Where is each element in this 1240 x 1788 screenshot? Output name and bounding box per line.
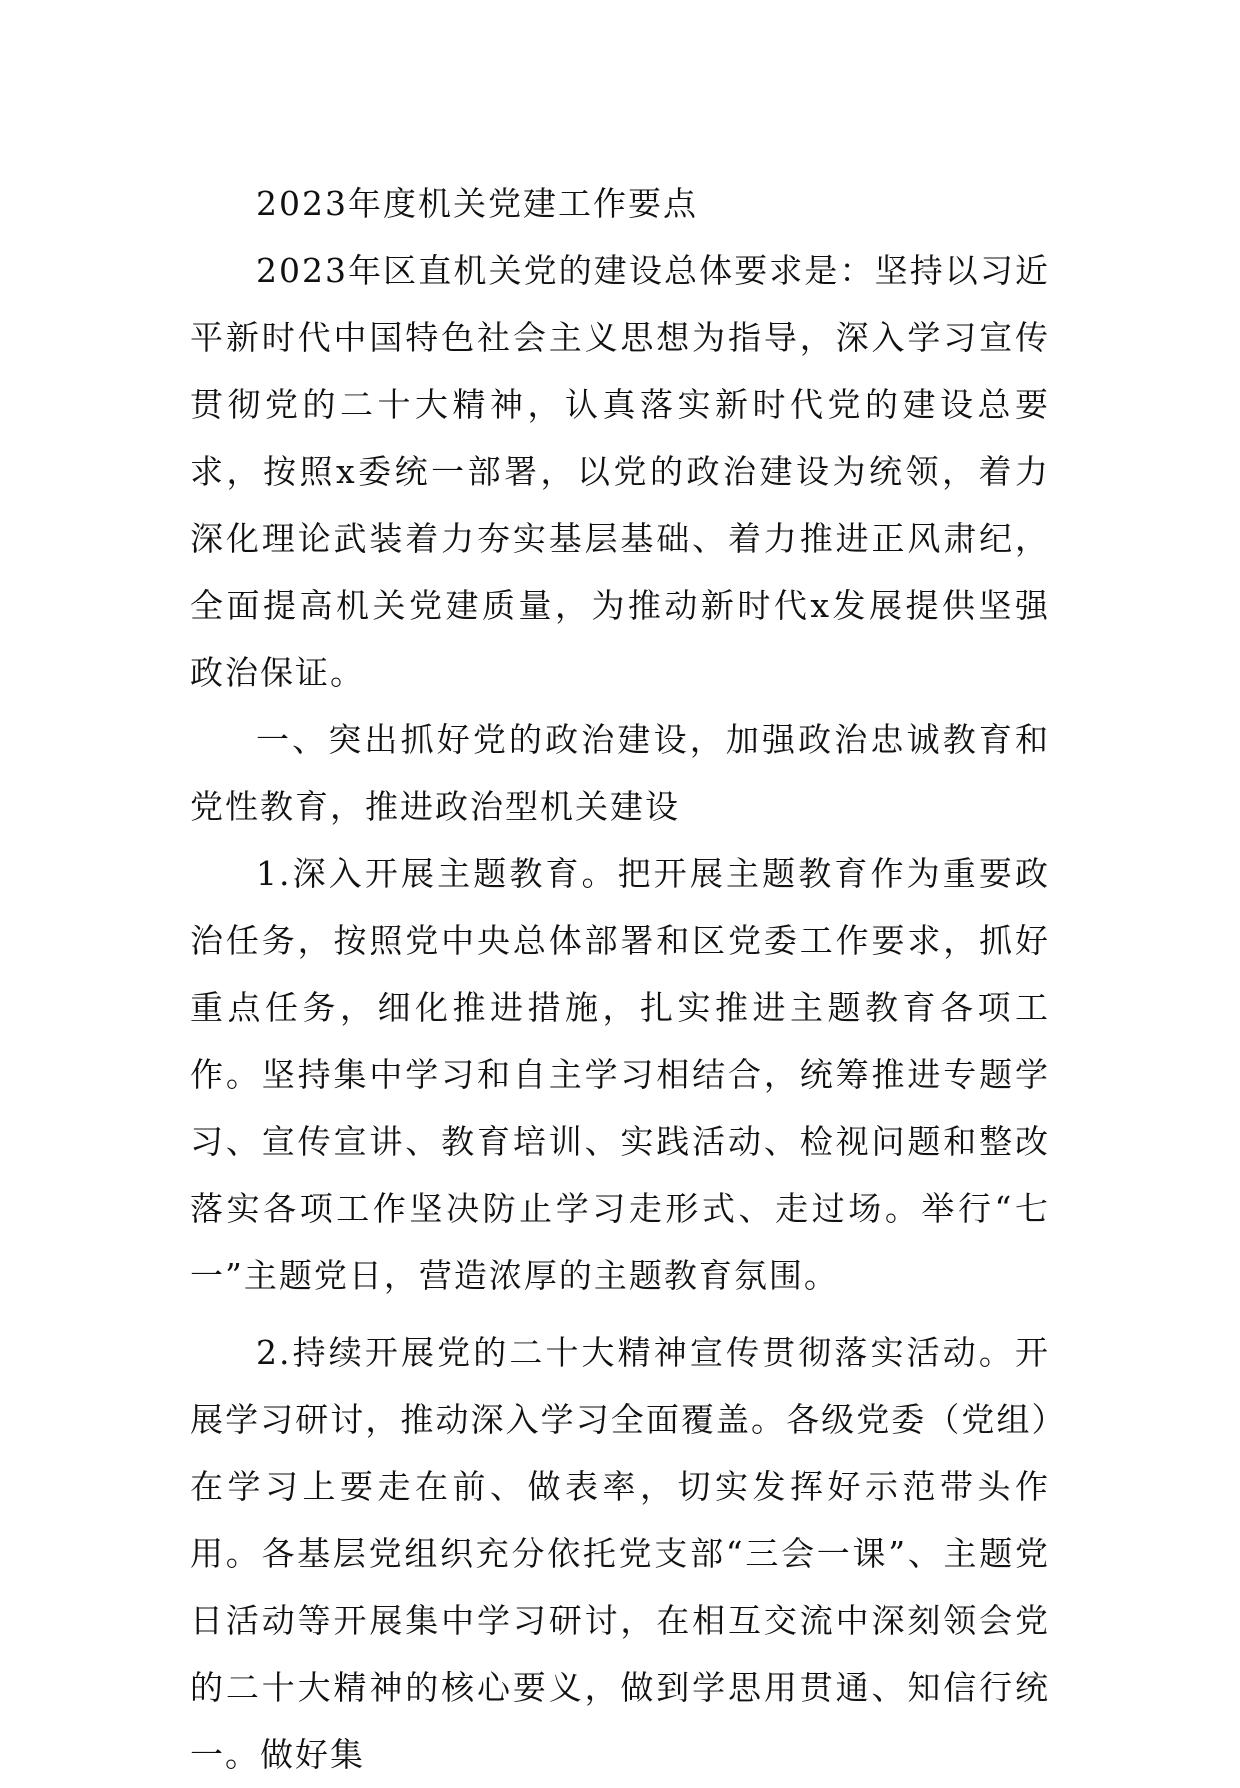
paragraph-item-1: 1.深入开展主题教育。把开展主题教育作为重要政治任务，按照党中央总体部署和区党委工作要求，抓好重点任务，细化推进措施，扎实推进主题教育各项工作。坚持集中学习和自主学习相结合，统筹推进专题学习、宣传宣讲、教育培训、实践活动、检视问题和整改落实各项工作坚决防止学习走形式、走过场。举行“七一”主题党日，营造浓厚的主题教育氛围。: [190, 854, 1050, 1295]
paragraph-item-2: 2.持续开展党的二十大精神宣传贯彻落实活动。开展学习研讨，推动深入学习全面覆盖。各级党委（党组）在学习上要走在前、做表率，切实发挥好示范带头作用。各基层党组织充分依托党支部“三会一课”、主题党日活动等开展集中学习研讨，在相互交流中深刻领会党的二十大精神的核心要义，做到学思用贯通、知信行统一。做好集: [190, 1333, 1050, 1774]
document-body: [190, 170, 1050, 1788]
paragraph-overview: 2023年区直机关党的建设总体要求是：坚持以习近平新时代中国特色社会主义思想为指导，深入学习宣传贯彻党的二十大精神，认真落实新时代党的建设总要求，按照x委统一部署，以党的政治建设为统领，着力深化理论武装着力夯实基层基础、着力推进正风肃纪，全面提高机关党建质量，为推动新时代x发展提供坚强政治保证。: [190, 251, 1050, 692]
document-title: 2023年度机关党建工作要点: [256, 184, 698, 223]
section-heading-one: 一、突出抓好党的政治建设，加强政治忠诚教育和党性教育，推进政治型机关建设: [190, 720, 1050, 826]
